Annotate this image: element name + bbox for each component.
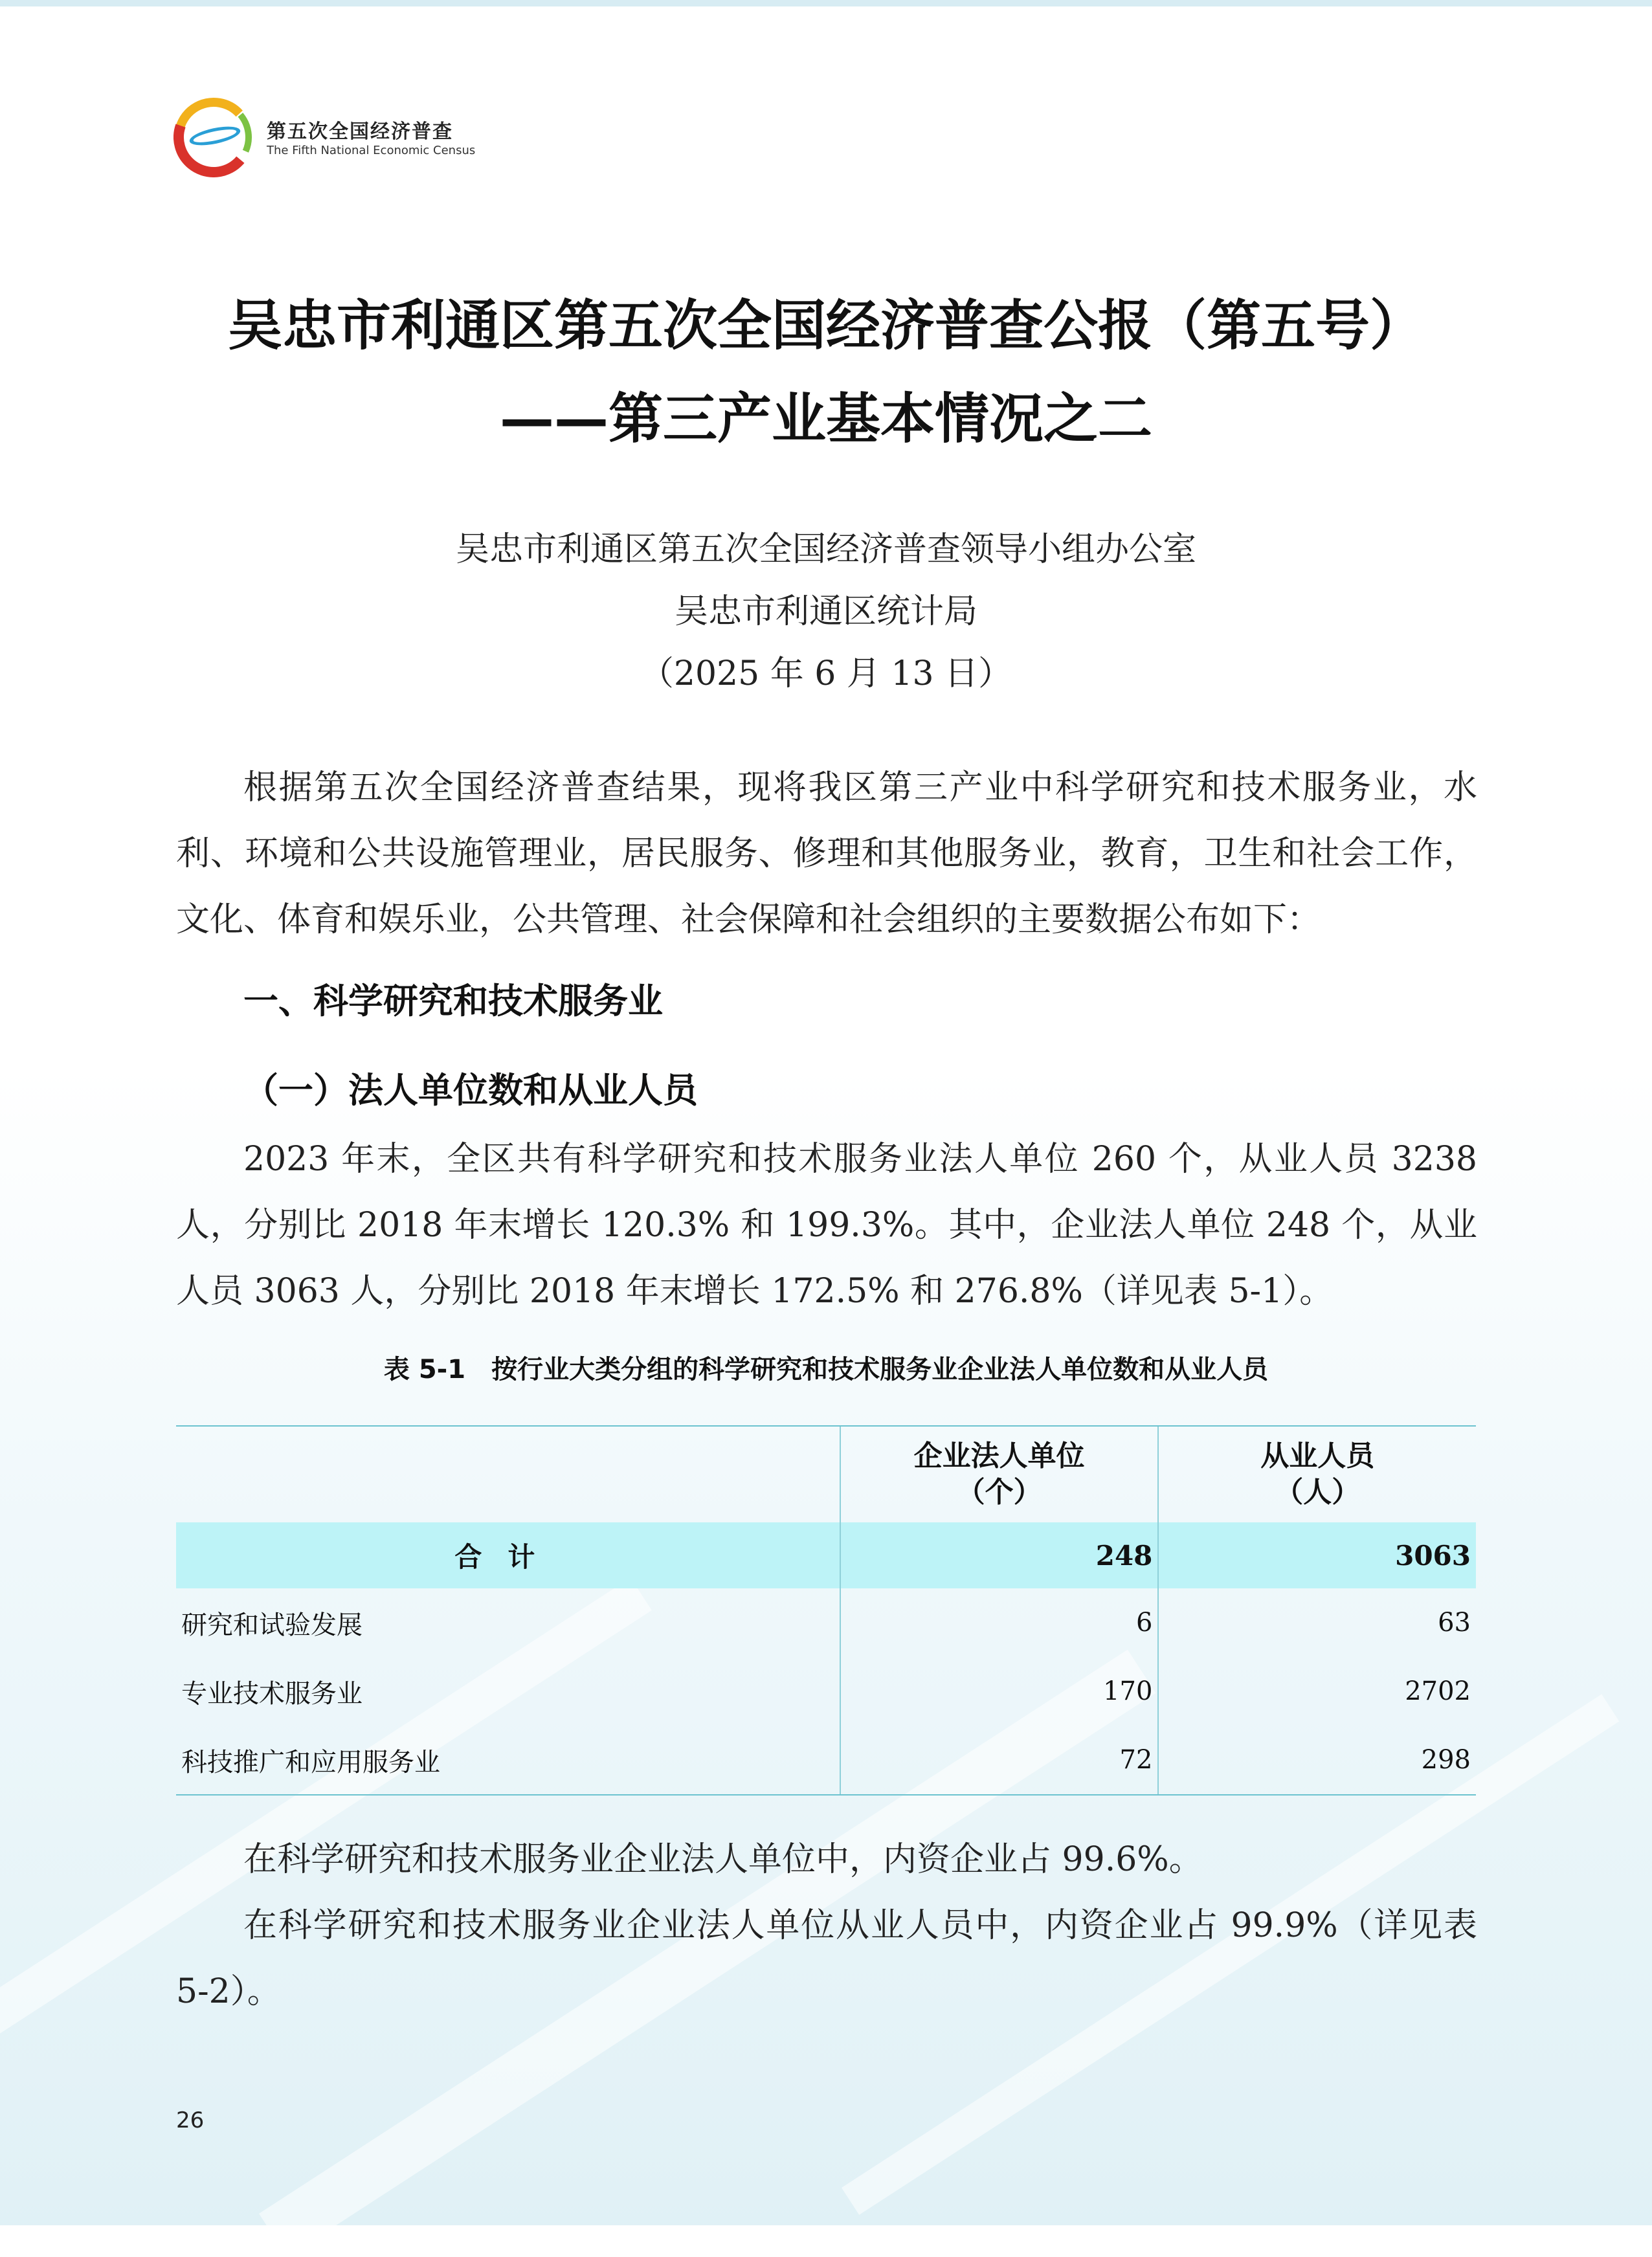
intro-paragraph: 根据第五次全国经济普查结果，现将我区第三产业中科学研究和技术服务业，水利、环境和公共设施管理业，居民服务、修理和其他服务业，教育，卫生和社会工作，文化、体育和娱乐业，公共管理、社会保障和社会组织的主要数据公布如下： [176, 768, 1477, 939]
census-logo-icon [173, 97, 254, 177]
total-units: 248 [840, 1522, 1159, 1588]
header-employees-unit: （人） [1275, 1476, 1361, 1509]
row-label: 研究和试验发展 [181, 1610, 363, 1640]
table-caption: 表 5-1 按行业大类分组的科学研究和技术服务业企业法人单位数和从业人员 [383, 1355, 1269, 1384]
table-total-row [176, 1522, 1476, 1588]
after-table-paragraph-1: 在科学研究和技术服务业企业法人单位中，内资企业占 99.6%。 [243, 1840, 1203, 1879]
row-employees: 298 [1158, 1726, 1476, 1795]
total-employees: 3063 [1158, 1522, 1476, 1588]
table-row [176, 1588, 1476, 1657]
after-table-paragraph-2: 在科学研究和技术服务业企业法人单位从业人员中，内资企业占 99.9%（详见表 5-2）。 [176, 1906, 1477, 2011]
row-units: 170 [840, 1657, 1159, 1726]
subsection-heading: （一）法人单位数和从业人员 [243, 1070, 698, 1111]
issuer-office: 吴忠市利通区第五次全国经济普查领导小组办公室 [455, 530, 1196, 569]
row-employees: 63 [1158, 1588, 1476, 1657]
publish-date: （2025 年 6 月 13 日） [640, 654, 1012, 693]
table-row [176, 1726, 1476, 1795]
row-label: 专业技术服务业 [181, 1678, 363, 1709]
row-units: 6 [840, 1588, 1159, 1657]
row-units: 72 [840, 1726, 1159, 1795]
header-units-unit: （个） [956, 1476, 1042, 1509]
header-units-label: 企业法人单位 [913, 1440, 1085, 1473]
census-logo-title: 第五次全国经济普查 [267, 120, 453, 143]
table-header-blank [176, 1426, 840, 1522]
document-title: 吴忠市利通区第五次全国经济普查公报（第五号） [227, 294, 1424, 357]
table-header-row [176, 1426, 1476, 1522]
document-subtitle: ——第三产业基本情况之二 [499, 387, 1152, 450]
table-header-employees [1158, 1426, 1476, 1522]
data-table [176, 1425, 1476, 1796]
subsection-paragraph: 2023 年末，全区共有科学研究和技术服务业法人单位 260 个，从业人员 3238 人，分别比 2018 年末增长 120.3% 和 199.3%。其中，企业法人单位 248 个，从业人员 3063 人，分别比 2018 年末增长 172.5% 和 276.8%（详见表 5-1）。 [176, 1140, 1477, 1311]
total-label: 合计 [176, 1522, 840, 1588]
section-heading: 一、科学研究和技术服务业 [243, 981, 663, 1021]
page-number: 26 [176, 2107, 205, 2133]
row-label: 科技推广和应用服务业 [176, 1726, 840, 1795]
row-employees: 2702 [1158, 1657, 1476, 1726]
issuer-bureau: 吴忠市利通区统计局 [674, 592, 977, 631]
table-header-units [840, 1426, 1159, 1522]
table-row [176, 1657, 1476, 1726]
header-employees-label: 从业人员 [1260, 1440, 1375, 1473]
census-logo-subtitle: The Fifth National Economic Census [267, 144, 476, 157]
